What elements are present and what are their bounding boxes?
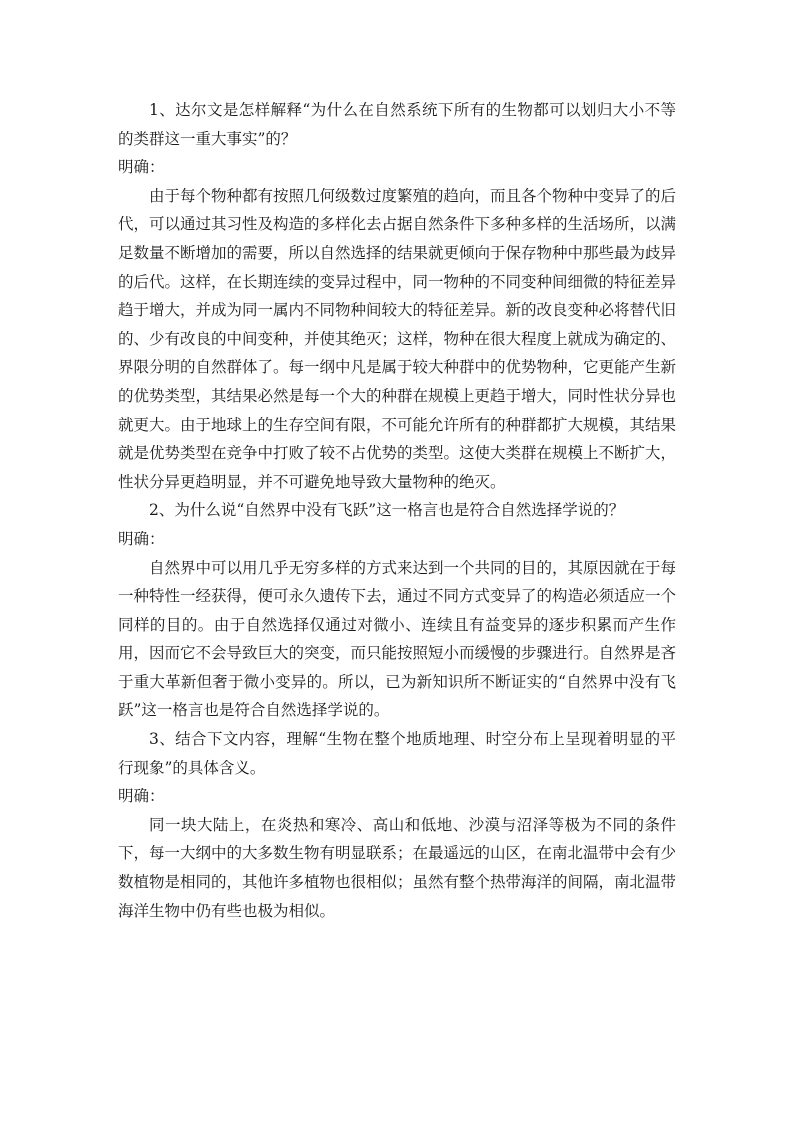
question-2: 2、为什么说“自然界中没有飞跃”这一格言也是符合自然选择学说的？ [149, 501, 625, 520]
answer-label-1: 明确： [118, 158, 165, 177]
question-1: 1、达尔文是怎样解释“为什么在自然系统下所有的生物都可以划归大小不等的类群这一重大事实”的？ [118, 101, 676, 148]
document-page [118, 96, 676, 925]
answer-label-2: 明确： [118, 529, 165, 548]
question-3: 3、结合下文内容，理解“生物在整个地质地理、时空分布上呈现着明显的平行现象”的具体含义。 [118, 730, 676, 777]
answer-3: 同一块大陆上，在炎热和寒冷、高山和低地、沙漠与沼泽等极为不同的条件下，每一大纲中的大多数生物有明显联系；在最遥远的山区，在南北温带中会有少数植物是相同的，其他许多植物也很相似；虽然有整个热带海洋的间隔，南北温带海洋生物中仍有些也极为相似。 [118, 815, 677, 920]
answer-label-3: 明确： [118, 787, 165, 806]
answer-2: 自然界中可以用几乎无穷多样的方式来达到一个共同的目的，其原因就在于每一种特性一经获得，便可永久遗传下去，通过不同方式变异了的构造必须适应一个同样的目的。由于自然选择仅通过对微小、连续且有益变异的逐步积累而产生作用，因而它不会导致巨大的突变，而只能按照短小而缓慢的步骤进行。自然界是吝于重大革新但奢于微小变异的。所以，已为新知识所不断证实的“自然界中没有飞跃”这一格言也是符合自然选择学说的。 [118, 558, 677, 720]
answer-1: 由于每个物种都有按照几何级数过度繁殖的趋向，而且各个物种中变异了的后代，可以通过其习性及构造的多样化去占据自然条件下多种多样的生活场所，以满足数量不断增加的需要，所以自然选择的结果就更倾向于保存物种中那些最为歧异的后代。这样，在长期连续的变异过程中，同一物种的不同变种间细微的特征差异趋于增大，并成为同一属内不同物种间较大的特征差异。新的改良变种必将替代旧的、少有改良的中间变种，并使其绝灭；这样，物种在很大程度上就成为确定的、界限分明的自然群体了。每一纲中凡是属于较大种群中的优势物种，它更能产生新的优势类型，其结果必然是每一个大的种群在规模上更趋于增大，同时性状分异也就更大。由于地球上的生存空间有限，不可能允许所有的种群都扩大规模，其结果就是优势类型在竞争中打败了较不占优势的类型。这使大类群在规模上不断扩大，性状分异更趋明显，并不可避免地导致大量物种的绝灭。 [118, 186, 677, 491]
